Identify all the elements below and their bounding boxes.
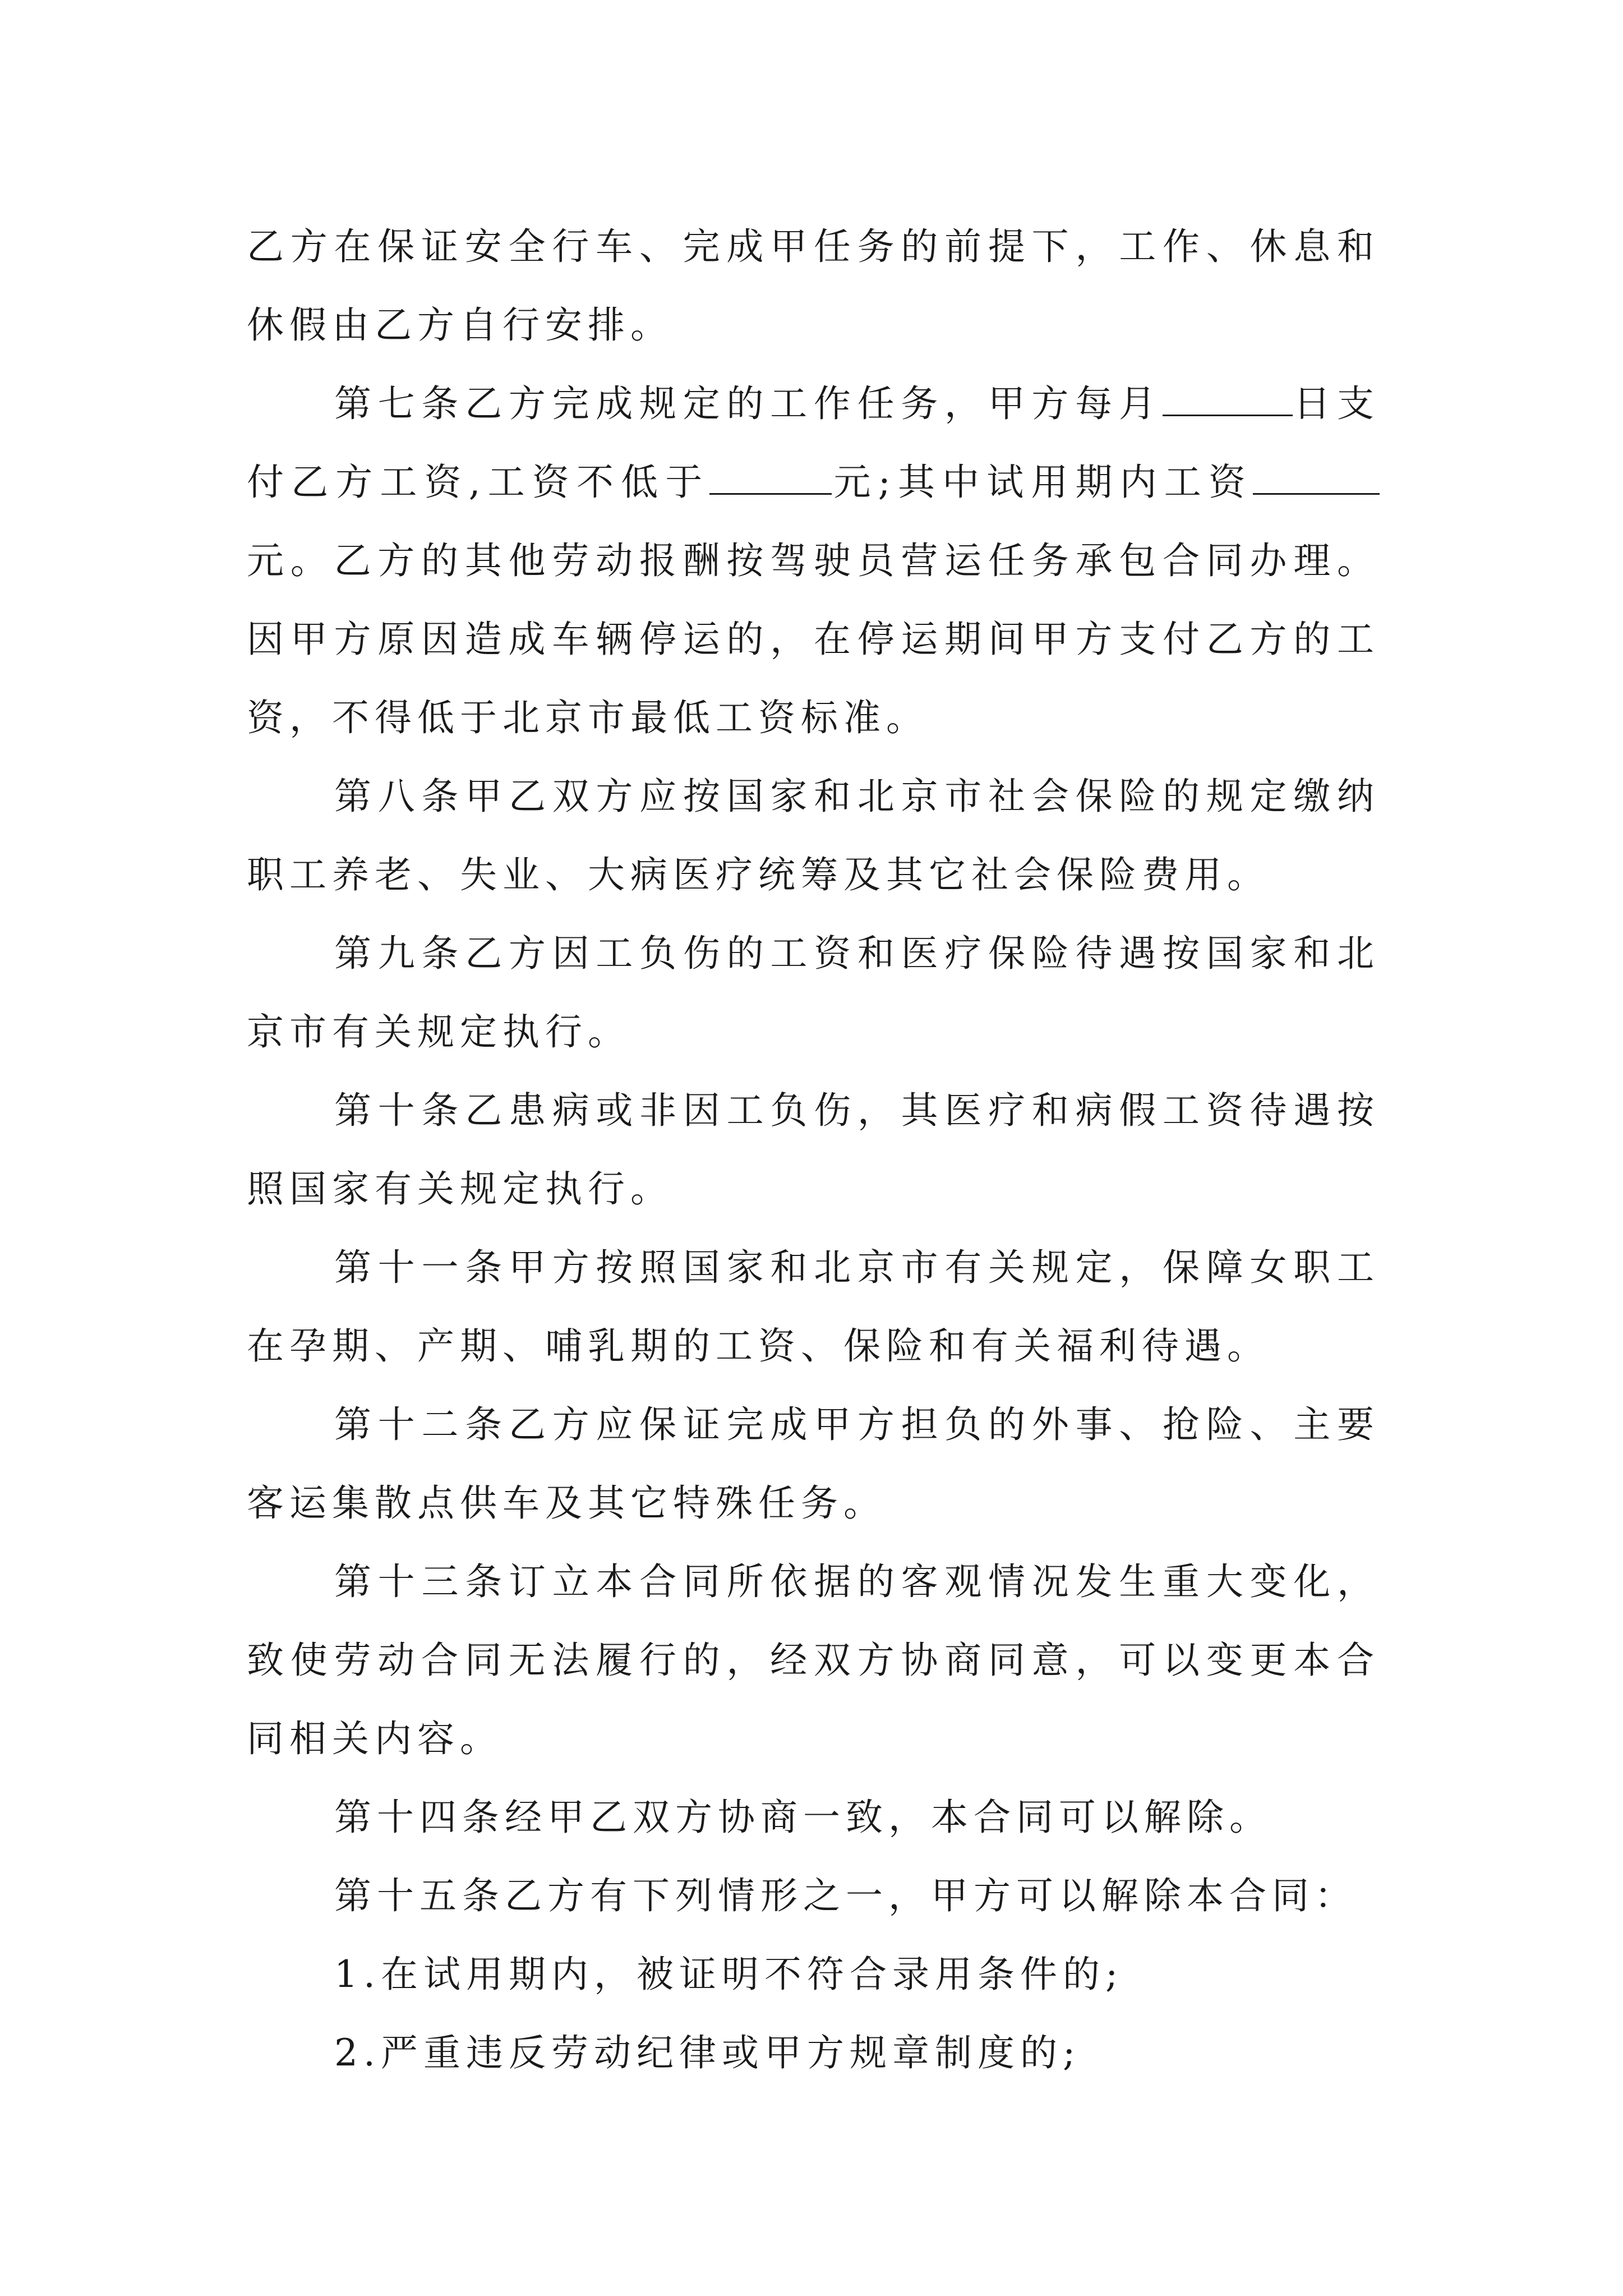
paragraph-article-15: 第十五条乙方有下列情形之一，甲方可以解除本合同： (334, 1874, 1357, 1917)
paragraph-article-11: 第十一条甲方按照国家和北京市有关规定，保障女职工在孕期、产期、哺乳期的工资、保险和有关福利待遇。 (247, 1246, 1380, 1368)
paragraph-article-14: 第十四条经甲乙双方协商一致，本合同可以解除。 (334, 1796, 1272, 1839)
list-item-2: 2.严重违反劳动纪律或甲方规章制度的; (334, 2031, 1081, 2074)
pay-day-blank (1163, 381, 1293, 416)
article-7-text-1: 第七条乙方完成规定的工作任务，甲方每月 (334, 382, 1163, 425)
paragraph-article-10: 第十条乙患病或非因工负伤，其医疗和病假工资待遇按照国家有关规定执行。 (247, 1089, 1380, 1211)
paragraph-article-7 (247, 365, 1380, 757)
paragraph-article-13: 第十三条订立本合同所依据的客观情况发生重大变化，致使劳动合同无法履行的，经双方协商同意，可以变更本合同相关内容。 (247, 1560, 1380, 1760)
list-item-1: 1.在试用期内，被证明不符合录用条件的; (334, 1953, 1124, 1996)
paragraph-article-12: 第十二条乙方应保证完成甲方担负的外事、抢险、主要客运集散点供车及其它特殊任务。 (247, 1403, 1380, 1525)
paragraph-article-9: 第九条乙方因工负伤的工资和医疗保险待遇按国家和北京市有关规定执行。 (247, 932, 1380, 1053)
paragraph-continuation: 乙方在保证安全行车、完成甲任务的前提下，工作、休息和休假由乙方自行安排。 (247, 225, 1380, 347)
probation-salary-blank (1253, 459, 1380, 495)
paragraph-article-8: 第八条甲乙双方应按国家和北京市社会保险的规定缴纳职工养老、失业、大病医疗统筹及其它社会保险费用。 (247, 775, 1380, 896)
article-7-text-3: 元;其中试用期内工资 (832, 461, 1253, 504)
article-7-text-4: 元。乙方的其他劳动报酬按驾驶员营运任务承包合同办理。因甲方原因造成车辆停运的，在停运期间甲方支付乙方的工资，不得低于北京市最低工资标准。 (247, 539, 1380, 739)
article-7-text-2: 日支付乙方工资,工资不低于 (247, 382, 1380, 504)
min-salary-blank (709, 459, 832, 495)
document-body (247, 208, 1380, 2092)
